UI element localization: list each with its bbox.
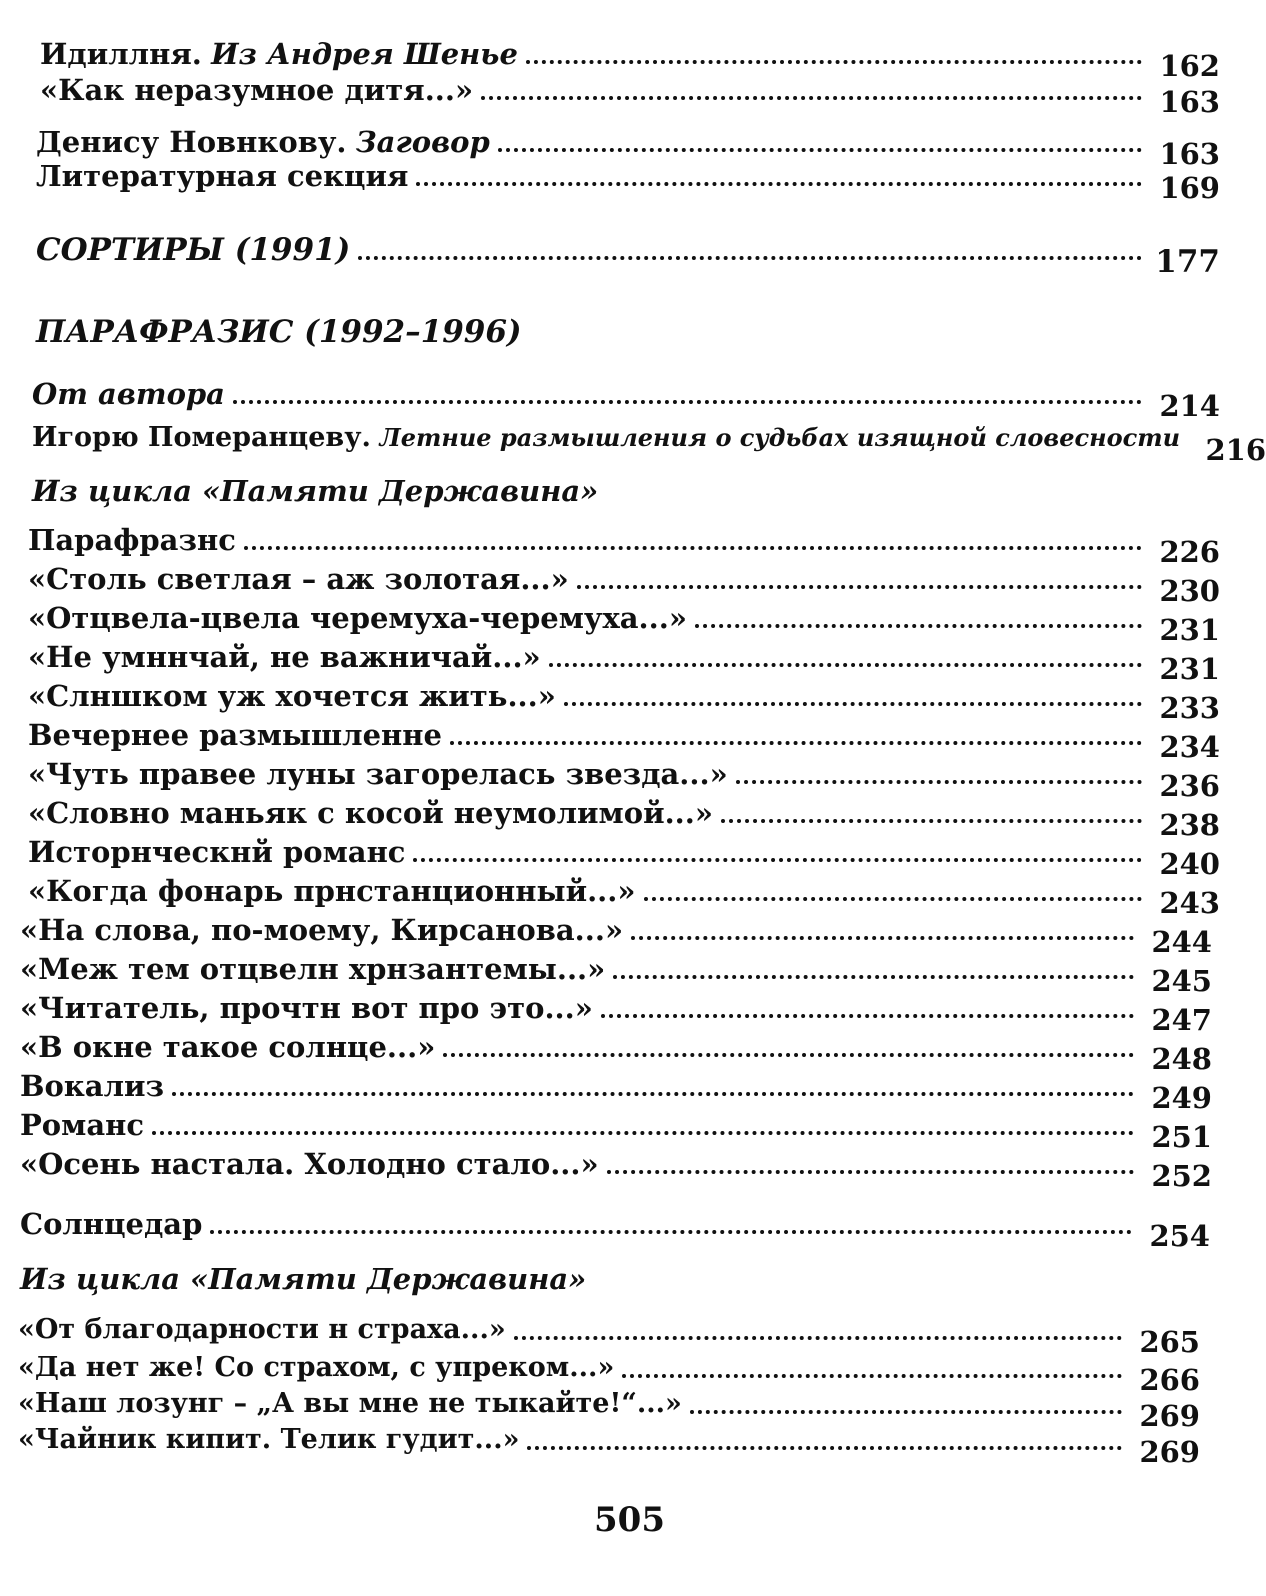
toc-entry [36, 124, 1220, 171]
leader-dots [481, 96, 1142, 100]
entry-subtitle: Из Андрея Шенье [211, 37, 518, 71]
page-number: 266 [1139, 1363, 1200, 1397]
page-number: 162 [1159, 49, 1220, 83]
toc-entry [20, 1107, 1212, 1154]
page-number: 265 [1139, 1325, 1200, 1359]
toc-entry [20, 1146, 1212, 1193]
leader-dots [450, 741, 1142, 745]
entry-title: «Читатель, прочтн вот про это...» [20, 991, 593, 1025]
leader-dots [443, 1053, 1134, 1057]
entry-title: Исторнческнй романс [28, 835, 406, 869]
entry-title: «На слова, по-моему, Кирсанова...» [20, 913, 624, 947]
page-number: 247 [1151, 1003, 1212, 1037]
toc-entry [28, 756, 1220, 803]
page-number: 216 [1205, 433, 1266, 467]
toc-entry [18, 1386, 1200, 1433]
page-number: 248 [1151, 1042, 1212, 1076]
leader-dots [527, 1446, 1122, 1450]
leader-dots [514, 1336, 1122, 1340]
toc-entry [28, 678, 1220, 725]
page-number: 251 [1151, 1120, 1212, 1154]
toc-entry [28, 873, 1220, 920]
page-number: 245 [1151, 964, 1212, 998]
entry-title: Вечернее размышленне [28, 718, 442, 752]
leader-dots [631, 936, 1134, 940]
entry-title: «Чуть правее луны загорелась звезда...» [28, 757, 728, 791]
leader-dots [244, 546, 1142, 550]
entry-title: Вокализ [20, 1069, 165, 1103]
toc-entry [36, 158, 1220, 205]
toc-entry [32, 376, 1220, 423]
leader-dots [577, 585, 1142, 589]
page-number: 249 [1151, 1081, 1212, 1115]
page-number: 243 [1159, 886, 1220, 920]
toc-entry [20, 1206, 1210, 1253]
entry-title: «Как неразумное дитя...» [40, 73, 474, 107]
leader-dots [736, 780, 1142, 784]
toc-entry [20, 1068, 1212, 1115]
leader-dots [695, 624, 1142, 628]
leader-dots [498, 148, 1142, 152]
leader-dots [607, 1170, 1134, 1174]
leader-dots [644, 897, 1143, 901]
page-number: 236 [1159, 769, 1220, 803]
leader-dots [721, 819, 1142, 823]
leader-dots [526, 60, 1142, 64]
entry-title: Идиллня. [40, 37, 202, 71]
leader-dots [152, 1131, 1134, 1135]
page-number: 238 [1159, 808, 1220, 842]
leader-dots [613, 975, 1134, 979]
leader-dots [172, 1092, 1134, 1096]
leader-dots [233, 400, 1142, 404]
page-number: 244 [1151, 925, 1212, 959]
entry-title: «Да нет же! Со страхом, с упреком...» [18, 1352, 615, 1383]
entry-title: Парафразнс [28, 523, 236, 557]
entry-title: Литературная секция [36, 159, 409, 193]
page-number: 163 [1159, 137, 1220, 171]
entry-title: Денису Новнкову. [36, 125, 347, 159]
entry-subtitle: Летние размышления о судьбах изящной словесности [379, 423, 1181, 452]
entry-title: «Столь светлая – аж золотая...» [28, 562, 569, 596]
leader-dots [601, 1014, 1134, 1018]
toc-entry [28, 561, 1220, 608]
toc-entry [40, 36, 1220, 83]
page-number: 214 [1159, 389, 1220, 423]
entry-title: «Чайник кипит. Телик гудит...» [18, 1424, 520, 1455]
section-entry [36, 232, 1220, 280]
page-number: 226 [1159, 535, 1220, 569]
toc-entry [20, 1029, 1212, 1076]
toc-entry [28, 795, 1220, 842]
page-number: 233 [1159, 691, 1220, 725]
toc-entry [28, 600, 1220, 647]
entry-title: «Наш лозунг – „А вы мне не тыкайте!“...» [18, 1388, 682, 1419]
leader-dots [416, 182, 1142, 186]
toc-entry [28, 717, 1220, 764]
entry-title: «Меж тем отцвелн хрнзантемы...» [20, 952, 606, 986]
page-number: 169 [1159, 171, 1220, 205]
entry-title: «Словно маньяк с косой неумолимой...» [28, 796, 713, 830]
section-heading: ПАРАФРАЗИС (1992–1996) [36, 314, 522, 350]
toc-entry [18, 1350, 1200, 1397]
toc-entry [20, 951, 1212, 998]
page-number: 269 [1139, 1399, 1200, 1433]
leader-dots [690, 1410, 1122, 1414]
leader-dots [549, 663, 1142, 667]
leader-dots [622, 1374, 1122, 1378]
entry-title: «В окне такое солнце...» [20, 1030, 436, 1064]
entry-title: «Отцвела-цвела черемуха-черемуха...» [28, 601, 687, 635]
toc-entry [20, 990, 1212, 1037]
entry-subtitle: От автора [32, 377, 225, 411]
page-number: 240 [1159, 847, 1220, 881]
entry-title: «Не умннчай, не важничай...» [28, 640, 541, 674]
entry-title: Романс [20, 1108, 145, 1142]
page-number: 163 [1159, 85, 1220, 119]
page-number: 231 [1159, 613, 1220, 647]
toc-entry [40, 72, 1220, 119]
leader-dots [210, 1230, 1132, 1234]
entry-title: «Слншком уж хочется жить...» [28, 679, 556, 713]
toc-entry [28, 834, 1220, 881]
cycle-heading: Из цикла «Памяти Державина» [20, 1262, 587, 1296]
leader-dots [358, 256, 1142, 260]
page-number: 230 [1159, 574, 1220, 608]
page-number: 254 [1149, 1219, 1210, 1253]
page-number: 252 [1151, 1159, 1212, 1193]
entry-title: «Осень настала. Холодно стало...» [20, 1147, 599, 1181]
page-number: 231 [1159, 652, 1220, 686]
page-number: 269 [1139, 1435, 1200, 1469]
entry-subtitle: Заговор [355, 125, 490, 159]
page-number: 177 [1155, 244, 1220, 280]
entry-title: «Когда фонарь прнстанционный...» [28, 874, 636, 908]
entry-title: «От благодарности н страха...» [18, 1314, 506, 1345]
toc-entry [28, 639, 1220, 686]
entry-title: Игорю Померанцеву. [32, 422, 371, 453]
toc-entry [32, 420, 1266, 467]
page-folio: 505 [594, 1500, 665, 1540]
entry-title: Солнцедар [20, 1207, 203, 1241]
toc-entry [20, 912, 1212, 959]
cycle-heading: Из цикла «Памяти Державина» [32, 474, 599, 508]
toc-entry [18, 1312, 1200, 1359]
page-number: 234 [1159, 730, 1220, 764]
toc-entry [28, 522, 1220, 569]
leader-dots [564, 702, 1142, 706]
section-title: СОРТИРЫ (1991) [36, 232, 351, 268]
toc-entry [18, 1422, 1200, 1469]
leader-dots [413, 858, 1142, 862]
